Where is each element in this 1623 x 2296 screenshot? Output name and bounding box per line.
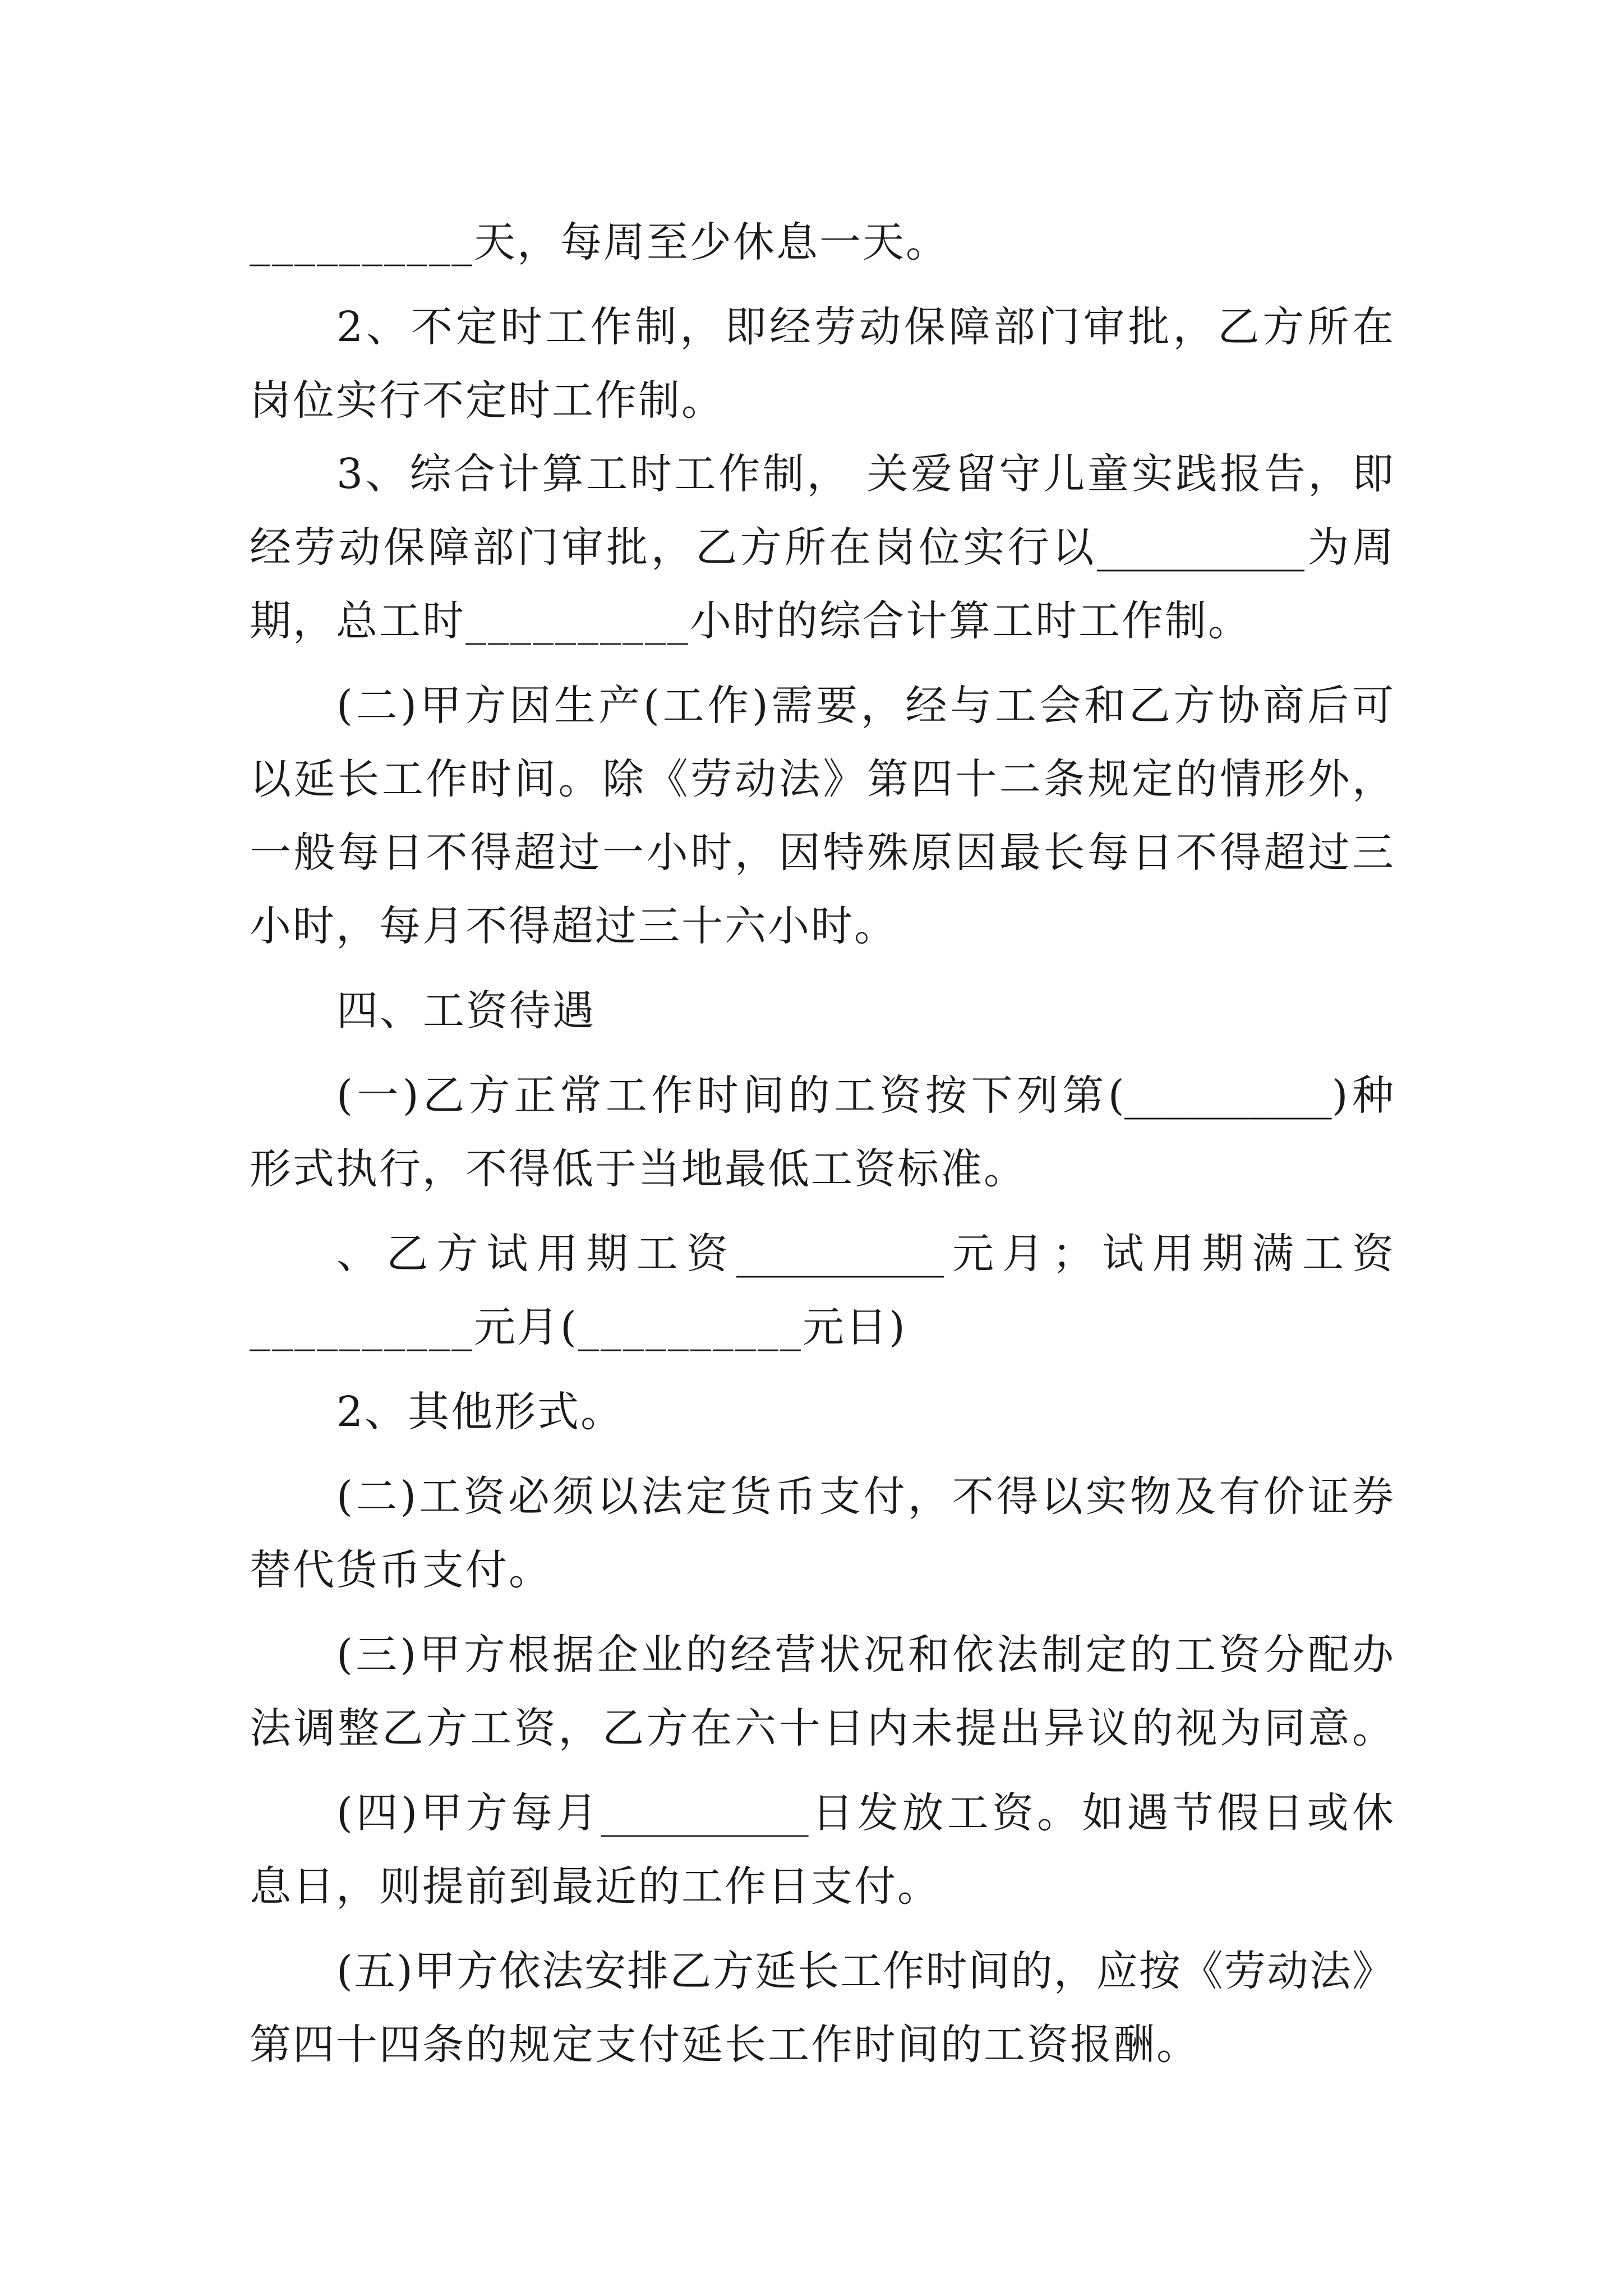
text-line-2: 2、不定时工作制，即经劳动保障部门审批，乙方所在 xyxy=(336,303,1394,351)
text-line-7: (二)甲方因生产(工作)需要，经与工会和乙方协商后可 xyxy=(336,682,1394,730)
text-line-5: 经劳动保障部门审批，乙方所在岗位实行以__________为周 xyxy=(250,523,1394,572)
text-line-12: (一)乙方正常工作时间的工资按下列第(__________)种 xyxy=(336,1071,1394,1120)
text-line-20: 法调整乙方工资，乙方在六十日内未提出异议的视为同意。 xyxy=(250,1704,1394,1752)
text-line-1: __________天，每周至少休息一天。 xyxy=(250,218,949,266)
text-line-3: 岗位实行不定时工作制。 xyxy=(250,376,725,425)
text-line-16: 2、其他形式。 xyxy=(336,1388,624,1436)
text-line-14: 、乙方试用期工资__________元月；试用期满工资 xyxy=(336,1230,1394,1278)
text-line-8: 以延长工作时间。除《劳动法》第四十二条规定的情形外， xyxy=(250,755,1394,803)
text-line-24: 第四十四条的规定支付延长工作时间的工资报酬。 xyxy=(250,2021,1200,2069)
section-heading: 四、工资待遇 xyxy=(336,987,596,1035)
text-line-9: 一般每日不得超过一小时，因特殊原因最长每日不得超过三 xyxy=(250,829,1394,877)
text-line-6: 期，总工时__________小时的综合计算工时工作制。 xyxy=(250,597,1251,645)
text-line-23: (五)甲方依法安排乙方延长工作时间的，应按《劳动法》 xyxy=(336,1947,1394,1995)
text-line-13: 形式执行，不得低于当地最低工资标准。 xyxy=(250,1145,1027,1193)
text-line-15: __________元月(__________元日) xyxy=(250,1303,907,1351)
text-line-19: (三)甲方根据企业的经营状况和依法制定的工资分配办 xyxy=(336,1631,1394,1679)
text-line-22: 息日，则提前到最近的工作日支付。 xyxy=(250,1862,940,1911)
text-line-4: 3、综合计算工时工作制， 关爱留守儿童实践报告，即 xyxy=(336,450,1394,498)
text-line-18: 替代货币支付。 xyxy=(250,1546,552,1594)
text-line-17: (二)工资必须以法定货币支付，不得以实物及有价证券 xyxy=(336,1473,1394,1521)
text-line-21: (四)甲方每月__________日发放工资。如遇节假日或休 xyxy=(336,1789,1394,1837)
text-line-10: 小时，每月不得超过三十六小时。 xyxy=(250,902,897,950)
